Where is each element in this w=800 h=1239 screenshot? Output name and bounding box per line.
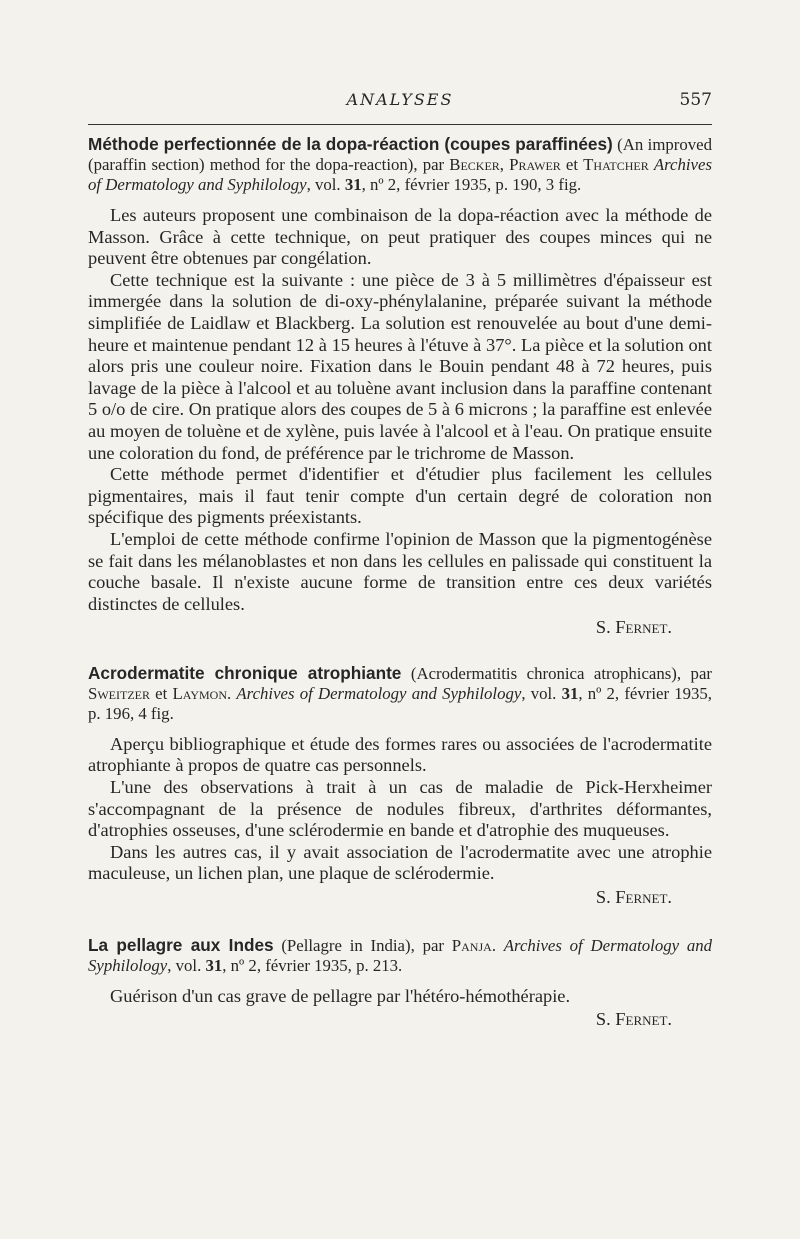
reference-text: (Pellagre in India), par [273,935,452,955]
article-title: La pellagre aux Indes [88,934,274,955]
header-rule [88,124,712,125]
author-name: Laymon [172,683,227,703]
author-name: Prawer [509,155,561,174]
author-name: Thatcher [583,155,649,174]
reference-text: . [227,683,237,703]
signature: S. Fernet. [595,617,672,638]
article-gap [88,909,712,935]
article-acrodermatite [88,663,712,909]
body-paragraph: L'une des observations à trait à un cas de maladie de Pick-Herxheimer s'accompagnant de la présence de nodules fibreux, d'arthrites déformantes, d'atrophies osseuses, d'une sclérodermie en bande et d'atrophie des muqueuses. [88,777,712,841]
author-name: Sweitzer [88,683,150,703]
article-title: Acrodermatite chronique atrophiante [88,662,402,683]
author-name: Becker [449,155,500,174]
journal-name: Archives of Dermatology and Syphilology [88,935,713,975]
body-paragraph: Aperçu bibliographique et étude des formes rares ou associées de l'acrodermatite atrophiante à propos de quatre cas personnels. [88,733,712,776]
body-paragraph: L'emploi de cette méthode confirme l'opinion de Masson que la pigmentogénèse se fait dans les mélanoblastes et non dans les cellules en palissade qui constituent la couche basale. Il n'existe aucune forme de transition entre ces deux variétés distinctes de cellules. [88,528,712,614]
reference-text: , nº 2, février 1935, p. 190, 3 fig. [361,175,582,194]
article-title: Méthode perfectionnée de la dopa-réaction (coupes paraffinées) [88,134,613,154]
journal-name: Archives of Dermatology and Syphilology [236,683,522,703]
body-paragraph: Cette technique est la suivante : une pièce de 3 à 5 millimètres d'épaisseur est immergée dans la solution de di-oxy-phénylalanine, préparée suivant la méthode simplifiée de Laidlaw et Blackberg. La solution est renouvelée au bout d'une demi-heure et maintenue pendant 12 à 15 heures à l'étuve à 37°. La pièce et la solution ont alors pris une couleur noire. Fixation dans le Bouin pendant 48 à 72 heures, puis lavage de la pièce à l'alcool et au toluène avant inclusion dans la paraffine contenant 5 o/o de cire. On pratique alors des coupes de 5 à 6 microns ; la paraffine est enlevée au moyen de toluène et de xylène, puis lavée à l'alcool et à l'eau. On pratique ensuite une coloration du fond, de préférence par le trichrome de Masson. [88,269,712,463]
article-pellagre [88,935,712,1031]
author-name: Panja [451,935,492,955]
volume-number: 31 [561,683,579,703]
body-paragraph: Dans les autres cas, il y avait association de l'acrodermatite avec une atrophie maculeuse, un lichen plan, une plaque de sclérodermie. [88,841,712,884]
body-paragraph: Guérison d'un cas grave de pellagre par l'hétéro-hémothérapie. [110,985,571,1006]
reference-text: , [499,155,510,174]
reference-text: , nº 2, février 1935, p. 196, 4 fig. [88,683,713,723]
article-reference [88,663,712,724]
reference-text: , vol. [167,955,206,975]
page-content [88,134,712,1031]
signature: S. Fernet. [595,887,672,908]
page-header [88,90,712,114]
reference-text: et [560,155,584,174]
signature: S. Fernet. [595,1009,672,1030]
journal-name: Archives of Dermatology and Syphilology [88,155,712,194]
reference-text: . [491,935,504,955]
page-number: 557 [679,90,712,110]
reference-text: et [149,683,173,703]
body-paragraph: Les auteurs proposent une combinaison de la dopa-réaction avec la méthode de Masson. Grâce à cette technique, on peut pratiquer des coupes minces qui ne peuvent être obtenues par congélation. [88,205,712,269]
body-paragraph: Cette méthode permet d'identifier et d'étudier plus facilement les cellules pigmentaires, mais il faut tenir compte d'un certain degré de coloration non spécifique des pigments préexistants. [88,464,712,528]
volume-number: 31 [344,175,362,194]
reference-text: (An improved (paraffin section) method for the dopa-reaction), par [88,135,712,174]
article-reference [88,935,712,976]
article-gap [88,639,712,663]
reference-text: , vol. [521,683,562,703]
volume-number: 31 [205,955,223,975]
reference-text: , vol. [306,175,345,194]
running-title: ANALYSES [346,90,454,109]
reference-text: (Acrodermatitis chronica atrophicans), par [401,663,712,683]
reference-text: , nº 2, février 1935, p. 213. [222,955,403,975]
article-reference [88,134,712,195]
article-dopa-reaction [88,134,712,639]
